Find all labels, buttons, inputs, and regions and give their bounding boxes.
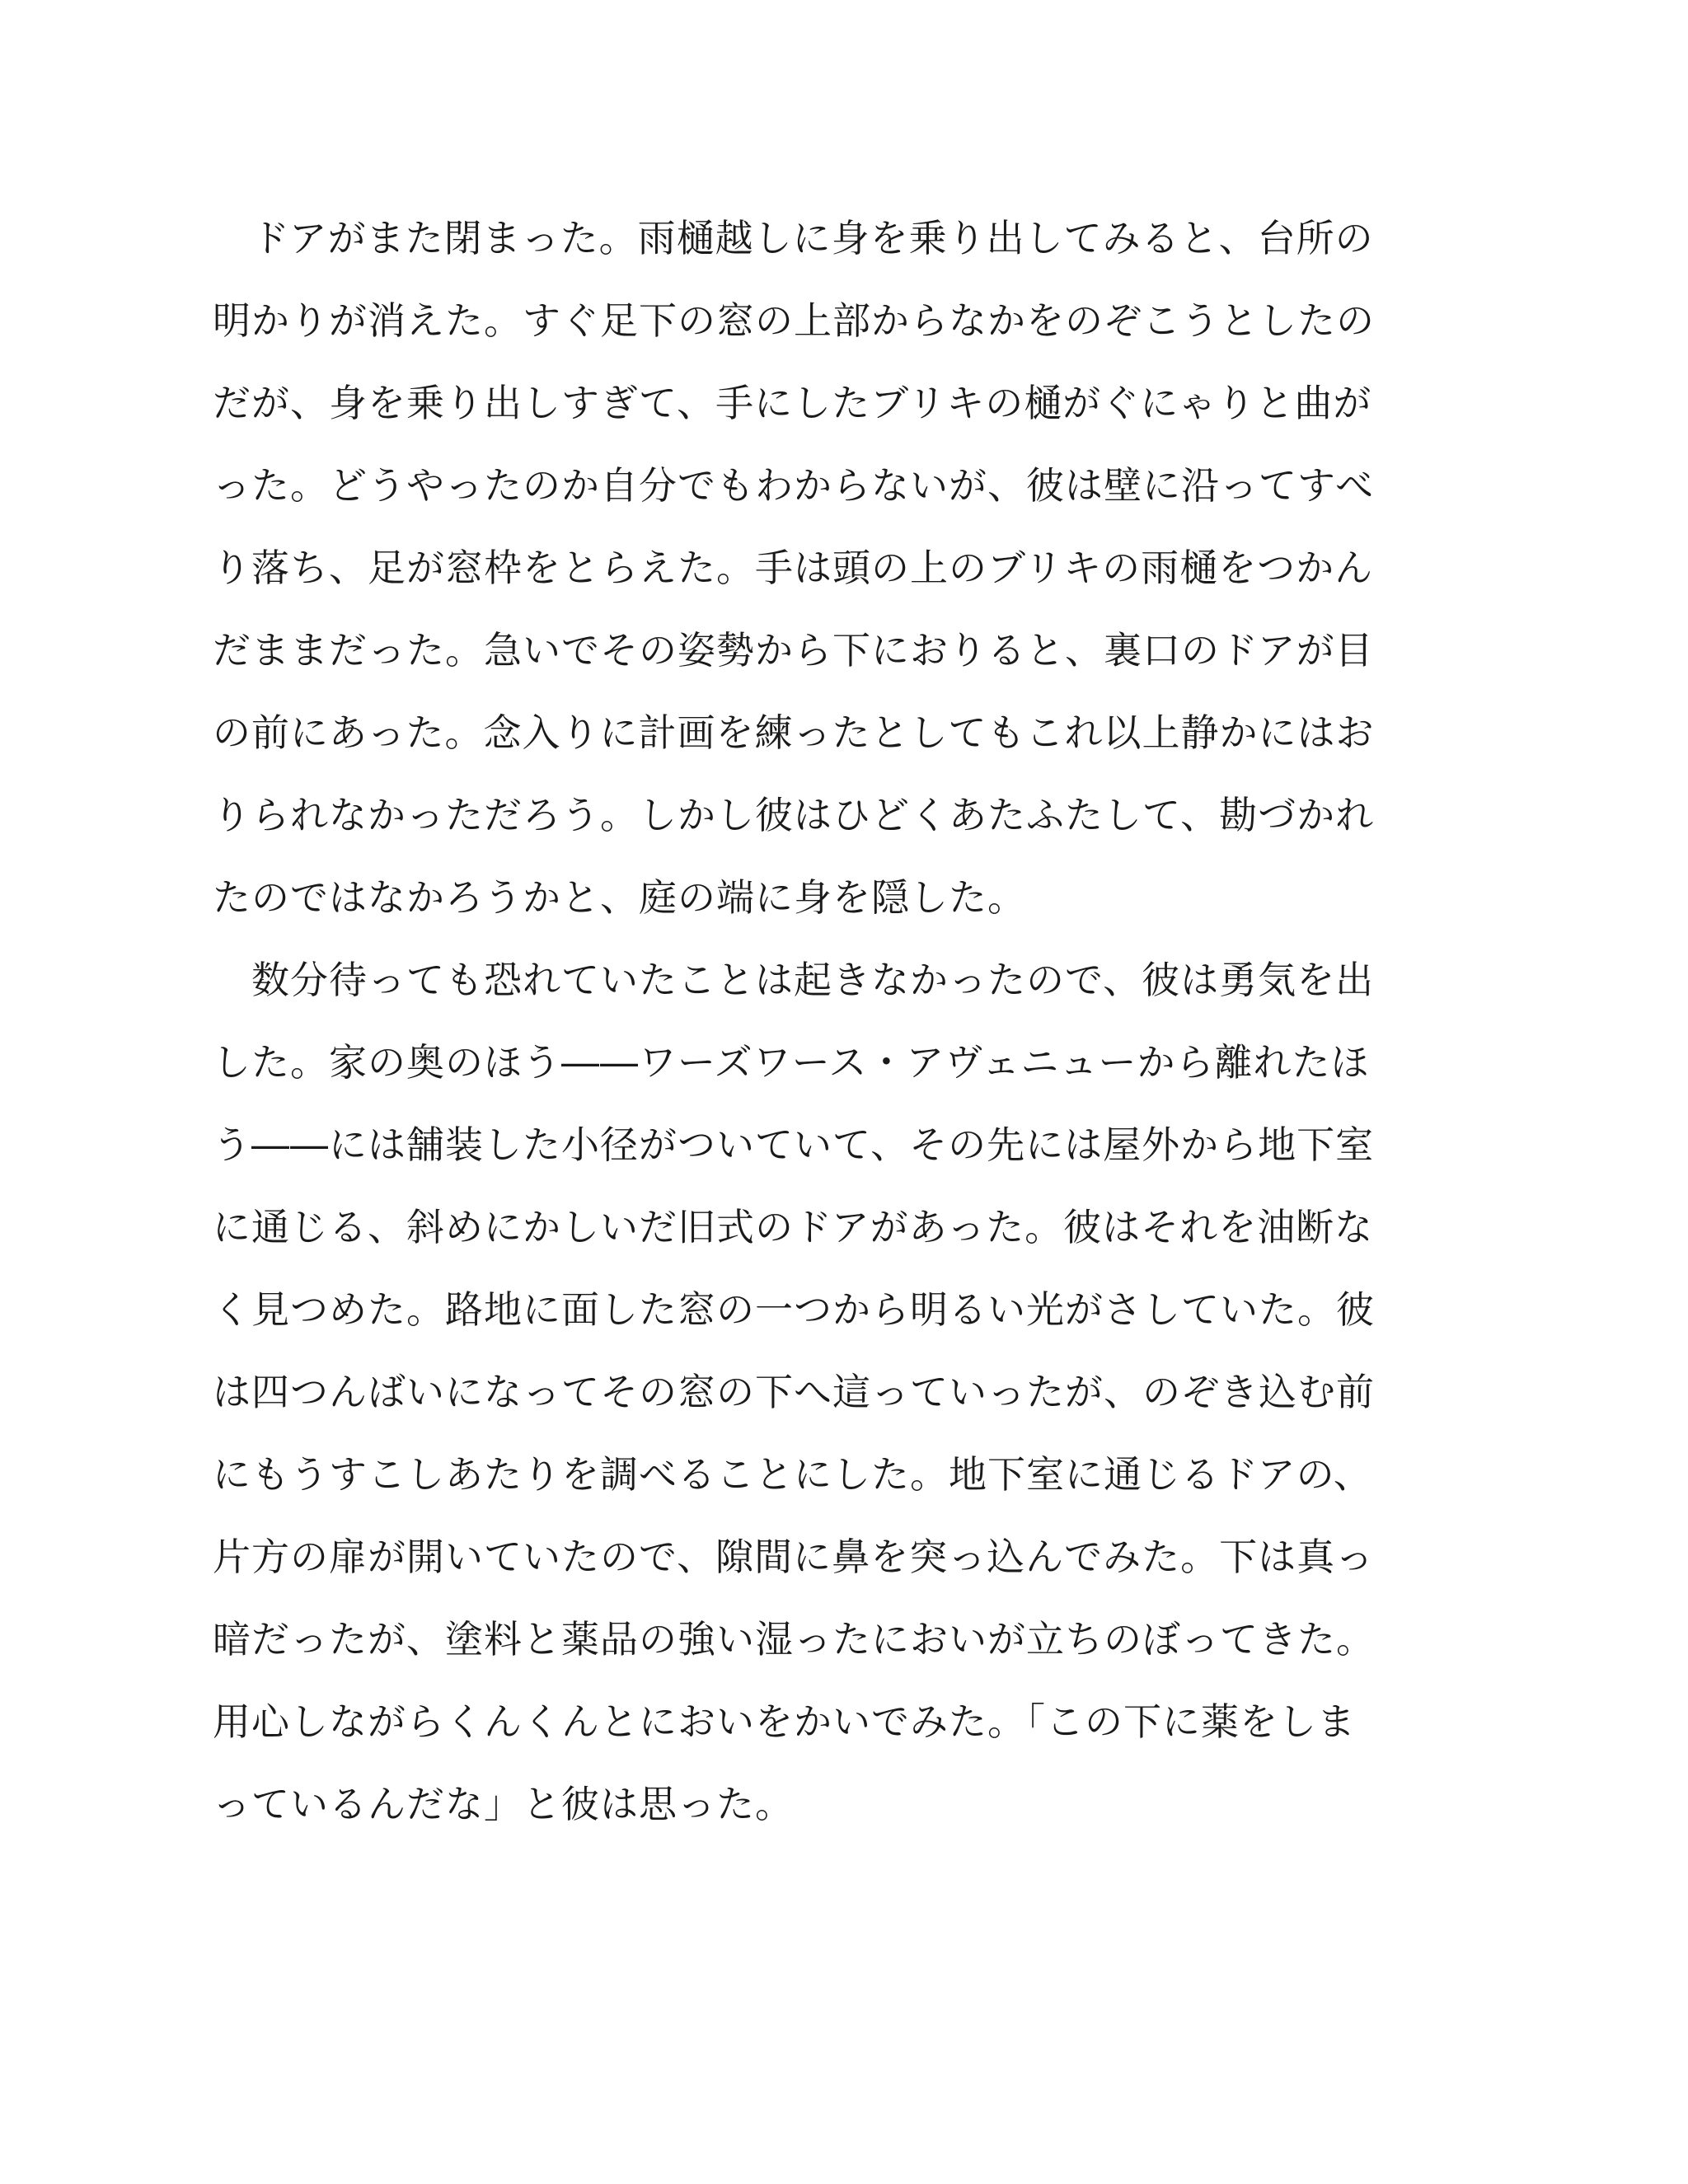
- text-line: く見つめた。路地に面した窓の一つから明るい光がさしていた。彼: [213, 1287, 1375, 1332]
- text-line: にもうすこしあたりを調べることにした。地下室に通じるドアの、: [213, 1452, 1372, 1497]
- body-text: [213, 204, 1449, 1852]
- text-line: は四つんばいになってその窓の下へ這っていったが、のぞき込む前: [213, 1370, 1375, 1414]
- text-line: っているんだな」と彼は思った。: [213, 1782, 794, 1826]
- text-line: りられなかっただろう。しかし彼はひどくあたふたして、勘づかれ: [213, 793, 1375, 837]
- text-line: う――には舗装した小径がついていて、その先には屋外から地下室: [213, 1122, 1375, 1167]
- text-line: 用心しながらくんくんとにおいをかいでみた。「この下に薬をしま: [213, 1699, 1356, 1744]
- text-line: り落ち、足が窓枠をとらえた。手は頭の上のブリキの雨樋をつかん: [213, 546, 1374, 590]
- text-line: 片方の扉が開いていたので、隙間に鼻を突っ込んでみた。下は真っ: [213, 1535, 1375, 1579]
- text-line: 暗だったが、塗料と薬品の強い湿ったにおいが立ちのぼってきた。: [213, 1617, 1375, 1661]
- text-line: たのではなかろうかと、庭の端に身を隠した。: [213, 875, 1026, 920]
- text-line: の前にあった。念入りに計画を練ったとしてもこれ以上静かにはお: [213, 710, 1375, 755]
- text-line: った。どうやったのか自分でもわからないが、彼は壁に沿ってすべ: [213, 463, 1375, 508]
- text-line: に通じる、斜めにかしいだ旧式のドアがあった。彼はそれを油断な: [213, 1205, 1374, 1249]
- text-line: だが、身を乗り出しすぎて、手にしたブリキの樋がぐにゃりと曲が: [213, 381, 1372, 425]
- text-line: 明かりが消えた。すぐ足下の窓の上部からなかをのぞこうとしたの: [213, 298, 1375, 343]
- text-line: 数分待っても恐れていたことは起きなかったので、彼は勇気を出: [213, 958, 1375, 1002]
- text-line: した。家の奥のほう――ワーズワース・アヴェニューから離れたほ: [213, 1040, 1370, 1085]
- text-line: ドアがまた閉まった。雨樋越しに身を乗り出してみると、台所の: [213, 216, 1374, 260]
- text-line: だままだった。急いでその姿勢から下におりると、裏口のドアが目: [213, 628, 1374, 673]
